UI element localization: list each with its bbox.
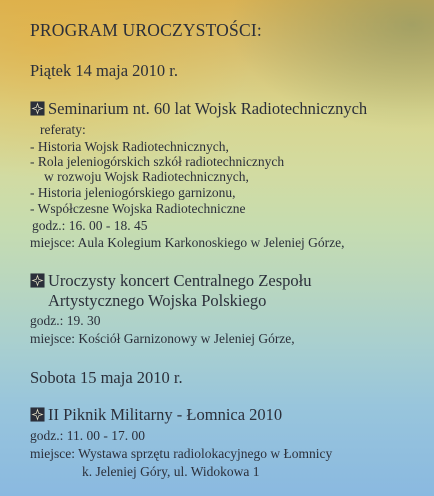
military-cross-icon — [30, 101, 45, 116]
seminar-time: godz.: 16. 00 - 18. 45 — [32, 218, 148, 233]
concert-time: godz.: 19. 30 — [30, 313, 101, 328]
referat-item-3: - Historia jeleniogórskiego garnizonu, — [30, 185, 236, 200]
event-concert-title-line2: Artystycznego Wojska Polskiego — [48, 291, 267, 310]
military-cross-icon — [30, 407, 45, 422]
referat-item-1: - Historia Wojsk Radiotechnicznych, — [30, 139, 229, 154]
referat-item-2: - Rola jeleniogórskich szkół radiotechnicznych — [30, 154, 285, 169]
program-title: PROGRAM UROCZYSTOŚCI: — [30, 20, 262, 40]
day2-date: Sobota 15 maja 2010 r. — [30, 368, 183, 387]
event-picnic-title: II Piknik Militarny - Łomnica 2010 — [48, 405, 283, 424]
picnic-place-line2: k. Jeleniej Góry, ul. Widokowa 1 — [82, 464, 260, 479]
referat-item-4: - Współczesne Wojska Radiotechniczne — [30, 201, 246, 216]
day1-date: Piątek 14 maja 2010 r. — [30, 61, 179, 80]
picnic-time: godz.: 11. 00 - 17. 00 — [30, 428, 145, 443]
concert-place: miejsce: Kościół Garnizonowy w Jeleniej Górze, — [30, 331, 295, 346]
referaty-label: referaty: — [40, 122, 86, 137]
military-cross-icon — [30, 273, 45, 288]
referat-item-2-cont: w rozwoju Wojsk Radiotechnicznych, — [44, 169, 249, 184]
event-seminar-heading — [30, 101, 367, 118]
seminar-place: miejsce: Aula Kolegium Karkonoskiego w Jeleniej Górze, — [30, 235, 345, 250]
event-concert-heading — [30, 273, 311, 290]
picnic-place-line1: miejsce: Wystawa sprzętu radiolokacyjnego w Łomnicy — [30, 446, 333, 461]
event-concert-title-line1: Uroczysty koncert Centralnego Zespołu — [48, 271, 312, 290]
event-seminar-title: Seminarium nt. 60 lat Wojsk Radiotechnicznych — [48, 99, 368, 118]
event-picnic-heading — [30, 407, 282, 424]
